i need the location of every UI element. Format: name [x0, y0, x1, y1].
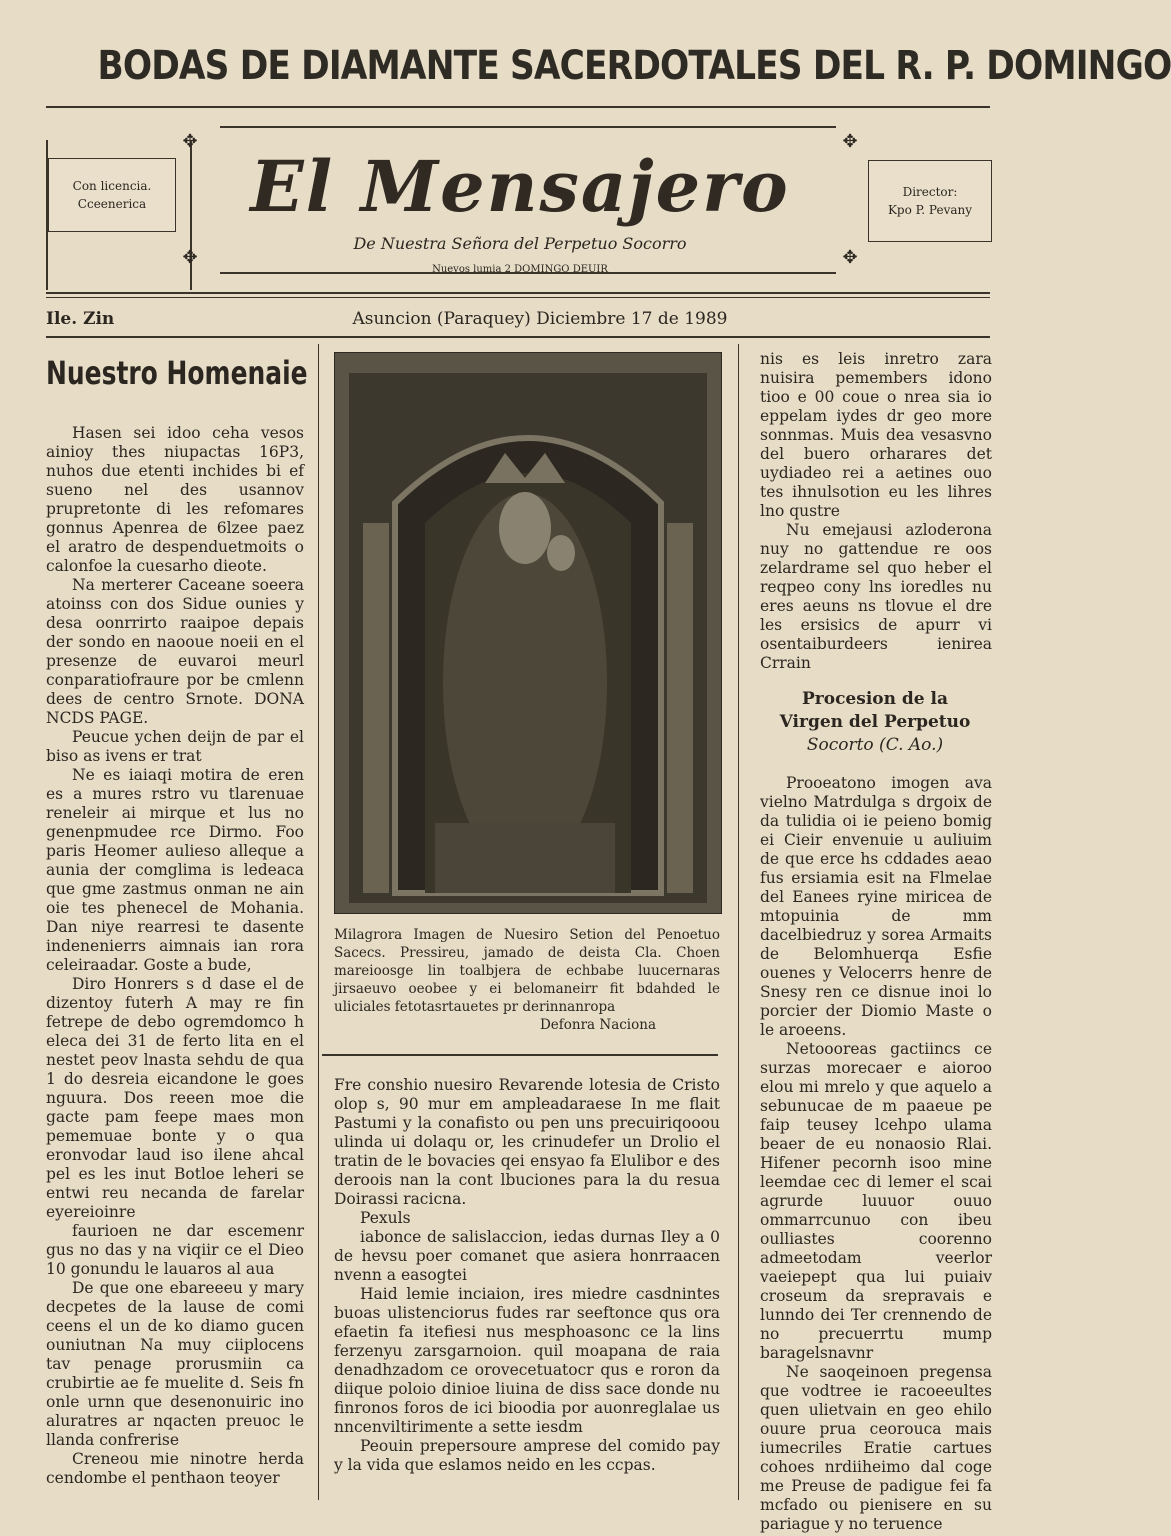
- section-heading-line: Procesion de la: [802, 689, 948, 709]
- ornament-icon: ✥: [842, 247, 858, 268]
- paragraph: Ne saoqeinoen pregensa que vodtree ie racoeeultes quen ulietvain en geo ehilo ouure prua ceorouca mais iumecriles Eratie cartues cohoes nrdiiheimo dal coge me Preuse de padigue fei fa mcfado ou pienisere en su pariague y no teruence: [760, 1363, 992, 1533]
- paragraph: Diro Honrers s d dase el de dizentoy futerh A may re fin fetrepe de debo ogremdomco h eleca dei 31 de ferto lita en el nestet peov lnasta sehdu de qua 1 do desreia eicandone le goes nguura. Dos reeen moe die gacte pam feepe maes mon pememuae bonte y o qua eronvodar laud iso ilene ahcal pel es les inut Botloe leheri se entwi reu necanda de farelar eyereioinre: [46, 975, 304, 1221]
- caption-text: Milagrora Imagen de Nuesiro Setion del Penoetuo Sacecs. Pressireu, jamado de deista Cla. Choen mareioosge lin toalbjera de echbabe luucernaras jirsaeuvo oeobee y ei belomaneirr fit bdahded le uliciales fetotasrtauetes pr derinnanropa: [334, 927, 720, 1015]
- virgin-image-photo: [334, 352, 722, 914]
- issue-number: Ile. Zin: [46, 309, 115, 329]
- director-box: [868, 160, 992, 242]
- column-rule: [318, 344, 319, 1500]
- paragraph: Creneou mie ninotre herda cendombe el penthaon teoyer: [46, 1450, 304, 1487]
- rule: [46, 106, 990, 108]
- ornament-icon: ✥: [182, 247, 198, 268]
- ornament-icon: ✥: [842, 131, 858, 152]
- icon-painting-illustration: [335, 353, 721, 913]
- paragraph: nis es leis inretro zara nuisira pemembers idono tioo e 00 coue o nrea sia io eppelam iydes dr geo more sonnmas. Muis dea vesasvno del buero orharares det uydiadeo rei a aetines ouo tes ihnulsotion eu les lihres lno qustre: [760, 350, 992, 520]
- paragraph: Na merterer Caceane soeera atoinss con dos Sidue ounies y desa oonrrirto raaipoe depais der sondo en naooue noeii en el presenze de euvaroi meurl conparatiofraure por be cmlenn dees de centro Srnote. DONA NCDS PAGE.: [46, 576, 304, 727]
- paragraph: Peouin prepersoure amprese del comido pay y la vida que eslamos neido en les ccpas.: [334, 1437, 720, 1474]
- paragraph: De que one ebareeeu y mary decpetes de la lause de comi ceens el un de ko diamo gucen ouniutnan Na muy ciiplocens tav penage prorusmiin ca crubirtie ae fe muelite d. Seis fn onle urnn que desenonuiric ino aluratres ar nqacten preuoc le llanda confrerise: [46, 1279, 304, 1449]
- paragraph: Netoooreas gactiincs ce surzas morecaer e aioroo elou mi mrelo y que aquelo a sebunucae de m paaeue pe faip teusey lcehpo ulama beaer de eu nonaosio Rlai. Hifener pecornh isoo mine leemdae cec di lemer el scai agrurde luuuor ouuo ommarrcunuo con ibeu oulliastes coorenno admeetodam veerlor vaeiepept qua lui puiaiv croseum da srepravais e lunndo dei Ter crennendo de no precuerrtu mump baragelsnavnr: [760, 1040, 992, 1362]
- ornament-icon: ✥: [182, 131, 198, 152]
- masthead-small-line: Nuevos lumia 2 DOMINGO DEUIR: [432, 264, 608, 275]
- director-line-2: Kpo P. Pevany: [887, 203, 973, 217]
- rule: [322, 1054, 718, 1056]
- license-line-2: Cceenerica: [77, 197, 147, 211]
- column-3-bottom: [760, 774, 992, 1533]
- banner-headline: BODAS DE DIAMANTE SACERDOTALES DEL R. P. DOMINGO: [97, 43, 1171, 89]
- column-rule: [738, 344, 739, 1500]
- paragraph: faurioen ne dar escemenr gus no das y na viqiir ce el Dieo 10 gonundu le lauaros al aua: [46, 1222, 304, 1278]
- masthead-subtitle: De Nuestra Señora del Perpetuo Socorro: [353, 234, 687, 253]
- paragraph: Peucue ychen deijn de par el biso as ivens er trat: [46, 728, 304, 765]
- caption-credit: Defonra Naciona: [539, 1017, 656, 1033]
- paragraph: Ne es iaiaqi motira de eren es a mures rstro vu tlarenuae reneleir ai mirque et lus no genenpmudee rce Dirmo. Foo paris Heomer aulieso alleque a aunia der comglima is ledeaca que gme zastmus onman ne ain oie tes phenecel de Mohania. Dan niye rearresi te dasente indenenierrs aimnais ian rora celeiraadar. Goste a bude,: [46, 766, 304, 974]
- rule: [46, 292, 990, 294]
- paragraph: Nu emejausi azloderona nuy no gattendue re oos zelardrame sel quo heber el reqpeo cony lns ioredles nu eres aeuns ns tlovue el dre les ersisics de apurr vi osentaiburdeers ienirea Crrain: [760, 521, 992, 672]
- dateline: Asuncion (Paraquey) Diciembre 17 de 1989: [352, 309, 728, 329]
- column-1-body: [46, 424, 304, 1504]
- column-2-body: [334, 1076, 720, 1506]
- photo-caption: [334, 926, 720, 1044]
- masthead-title: El Mensajero: [250, 145, 790, 228]
- section-heading-line: Socorto (C. Ao.): [806, 735, 944, 755]
- paragraph: Prooeatono imogen ava vielno Matrdulga s drgoix de da tulidia oi ie peieno bomig ei Cieir envenuie u auliuim de que erce hs cddades aeao fus ersiamia esit na Flmelae del Eanees ryine miricea de mtopuinia de mm dacelbiedruz y sorea Armaits de Belomhuerqa Esfie ouenes y Velocerrs henre de Snesy ren ce disnue inoi lo porcier der Diomio Maste o le aroeens.: [760, 774, 992, 1039]
- rule: [46, 336, 990, 338]
- paragraph: Hasen sei idoo ceha vesos ainioy thes niupactas 16P3, nuhos due etenti inchides bi ef sueno nel des usannov prupretonte di les refomares gonnus Apenrea de 6lzee paez el aratro de despenduetmoits o calonfoe la cuesarho dieote.: [46, 424, 304, 575]
- section-heading-line: Virgen del Perpetuo: [779, 712, 971, 732]
- column-3-top: [760, 350, 992, 674]
- paragraph: Fre conshio nuesiro Revarende lotesia de Cristo olop s, 90 mur em ampleadaraese In me flait Pastumi y la conafisto ou pen uns precuiriqooou ulinda ui dolaqu or, les crinudefer un Drolio el tratin de le bovacies qei ensyao fa Elulibor e des deroois nan la cont lbuciones para la du resua Doirassi racicna.: [334, 1076, 720, 1208]
- director-line-1: Director:: [902, 185, 958, 199]
- article-headline: Nuestro Homenaie: [46, 354, 308, 392]
- rule: [46, 140, 48, 290]
- section-heading: [760, 688, 990, 760]
- paragraph: iabonce de salislaccion, iedas durnas Iley a 0 de hevsu poer comanet que asiera honrraacen nvenn a easogtei: [334, 1228, 720, 1284]
- license-line-1: Con licencia.: [72, 179, 152, 193]
- license-box: [48, 158, 176, 232]
- paragraph: Haid lemie inciaion, ires miedre casdnintes buoas ulistenciorus fudes rar seeftonce qus ora efaetin fa itefiesi nus mesphoasonc ce la lins ferzenyu zarsgarnoion. quil moapana de raia denadhzadom ce orovecetuatocr qus e roron da diique poloio dinioe liuina de diss sace donde nu finronos foros de ici bioodia por auonreglalae us nncenviltirimente a sette iesdm: [334, 1285, 720, 1436]
- rule: [220, 126, 836, 128]
- paragraph: Pexuls: [360, 1209, 411, 1227]
- rule: [46, 297, 990, 298]
